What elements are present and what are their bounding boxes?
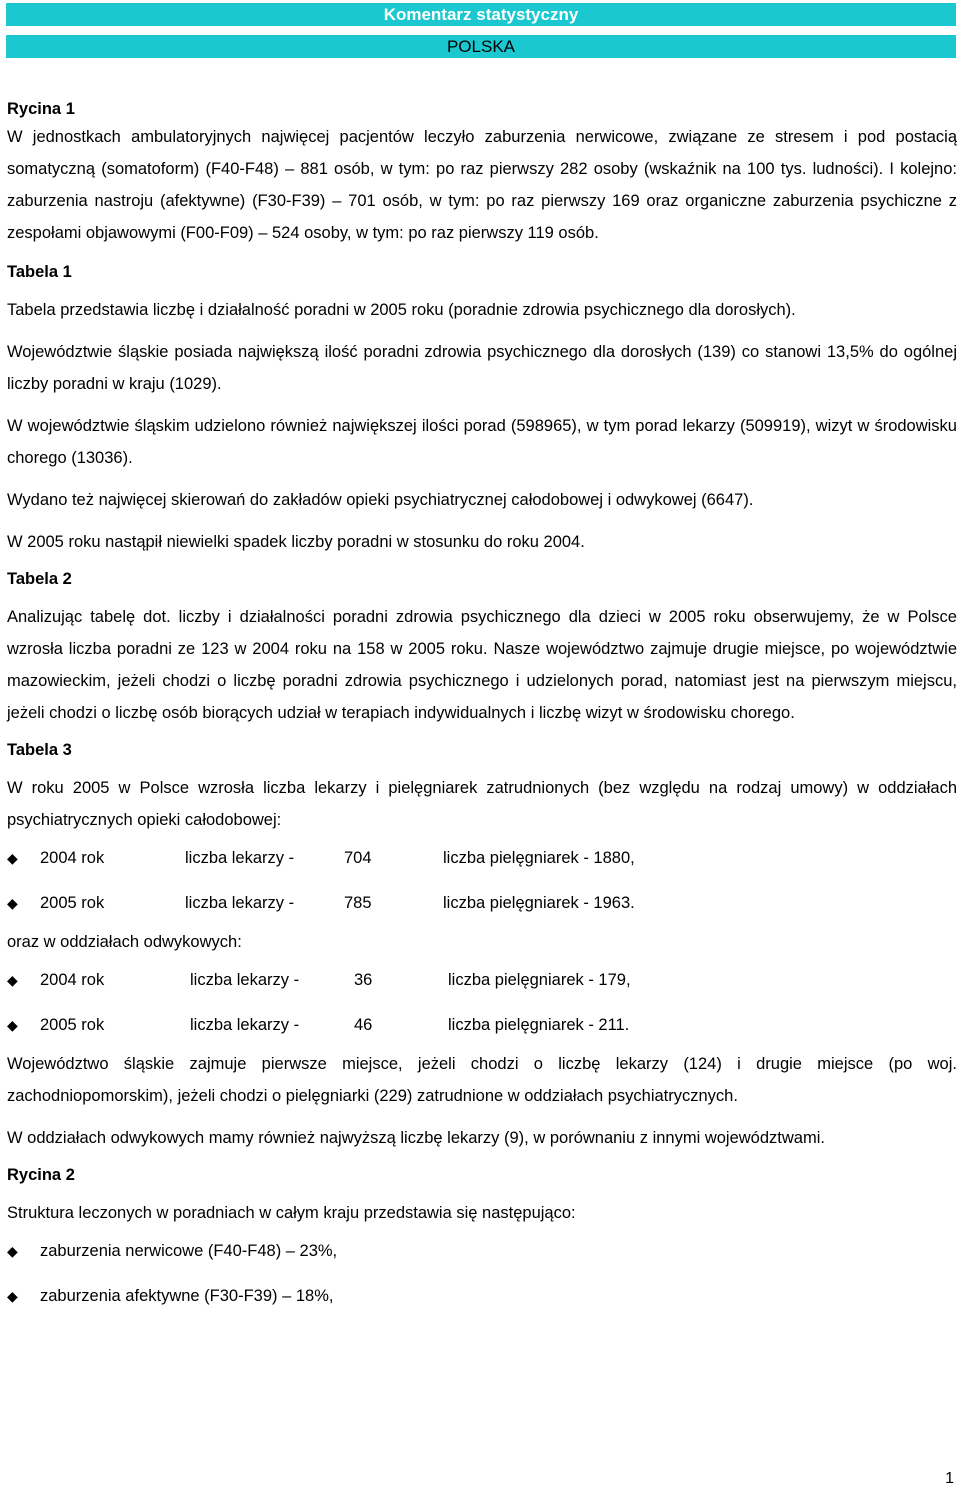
diamond-bullet-icon: ◆ xyxy=(7,1288,18,1304)
section-heading-tabela-2: Tabela 2 xyxy=(7,570,72,588)
paragraph: Wydano też najwięcej skierowań do zakładów opieki psychiatrycznej całodobowej i odwykowej (6647). xyxy=(7,491,754,509)
list-item: ◆ 2004 rok liczba lekarzy - 704 liczba pielęgniarek - 1880, xyxy=(7,836,957,881)
diamond-bullet-icon: ◆ xyxy=(7,895,18,911)
list-item: ◆ zaburzenia afektywne (F30-F39) – 18%, xyxy=(7,1274,957,1319)
paragraph: Województwie śląskie posiada największą ilość poradni zdrowia psychicznego dla dorosłych (139) co stanowi 13,5% do ogólnej liczby poradni w kraju (1029). xyxy=(7,343,957,393)
page-number: 1 xyxy=(945,1470,954,1487)
section-heading-rycina-1: Rycina 1 xyxy=(7,100,75,118)
paragraph: W jednostkach ambulatoryjnych najwięcej pacjentów leczyło zaburzenia nerwicowe, związane ze stresem i pod postacią somatyczną (somatoform) (F40-F48) – 881 osób, w tym: po raz pierwszy 282 osoby (wskaźnik na 100 tys. ludności). I kolejno: zaburzenia nastroju (afektywne) (F30-F39) – 701 osób, w tym: po raz pierwszy 169 oraz organiczne zaburzenia psychiczne z zespołami objawowymi (F00-F09) – 524 osoby, w tym: po raz pierwszy 119 osób. xyxy=(7,128,957,242)
header-title: Komentarz statystyczny xyxy=(6,3,956,26)
paragraph: Struktura leczonych w poradniach w całym kraju przedstawia się następująco: xyxy=(7,1204,576,1222)
diamond-bullet-icon: ◆ xyxy=(7,1017,18,1033)
diamond-bullet-icon: ◆ xyxy=(7,850,18,866)
diamond-bullet-icon: ◆ xyxy=(7,972,18,988)
diamond-bullet-icon: ◆ xyxy=(7,1243,18,1259)
header-subtitle: POLSKA xyxy=(6,35,956,58)
paragraph: oraz w oddziałach odwykowych: xyxy=(7,933,242,951)
list-item: ◆ zaburzenia nerwicowe (F40-F48) – 23%, xyxy=(7,1229,957,1274)
paragraph: W oddziałach odwykowych mamy również najwyższą liczbę lekarzy (9), w porównaniu z innymi województwami. xyxy=(7,1129,825,1147)
document-body xyxy=(7,98,957,1319)
paragraph: Województwo śląskie zajmuje pierwsze miejsce, jeżeli chodzi o liczbę lekarzy (124) i drugie miejsce (po woj. zachodniopomorskim), jeżeli chodzi o pielęgniarki (229) zatrudnione w oddziałach psychiatrycznych. xyxy=(7,1055,957,1105)
paragraph: W 2005 roku nastąpił niewielki spadek liczby poradni w stosunku do roku 2004. xyxy=(7,533,585,551)
list-item: ◆ 2005 rok liczba lekarzy - 46 liczba pielęgniarek - 211. xyxy=(7,1003,957,1048)
list-item: ◆ 2004 rok liczba lekarzy - 36 liczba pielęgniarek - 179, xyxy=(7,958,957,1003)
section-heading-tabela-1: Tabela 1 xyxy=(7,263,72,281)
section-heading-rycina-2: Rycina 2 xyxy=(7,1166,75,1184)
paragraph: W roku 2005 w Polsce wzrosła liczba lekarzy i pielęgniarek zatrudnionych (bez względu na rodzaj umowy) w oddziałach psychiatrycznych opieki całodobowej: xyxy=(7,779,957,829)
paragraph: Analizując tabelę dot. liczby i działalności poradni zdrowia psychicznego dla dzieci w 2005 roku obserwujemy, że w Polsce wzrosła liczba poradni ze 123 w 2004 roku na 158 w 2005 roku. Nasze województwo zajmuje drugie miejsce, po województwie mazowieckim, jeżeli chodzi o liczbę poradni zdrowia psychicznego i udzielonych porad, natomiast jest na pierwszym miejscu, jeżeli chodzi o liczbę osób biorących udział w terapiach indywidualnych i liczbę wizyt w środowisku chorego. xyxy=(7,608,957,722)
section-heading-tabela-3: Tabela 3 xyxy=(7,741,72,759)
list-item: ◆ 2005 rok liczba lekarzy - 785 liczba pielęgniarek - 1963. xyxy=(7,881,957,926)
paragraph: W województwie śląskim udzielono również największej ilości porad (598965), w tym porad lekarzy (509919), wizyt w środowisku chorego (13036). xyxy=(7,417,957,467)
paragraph: Tabela przedstawia liczbę i działalność poradni w 2005 roku (poradnie zdrowia psychicznego dla dorosłych). xyxy=(7,301,796,319)
